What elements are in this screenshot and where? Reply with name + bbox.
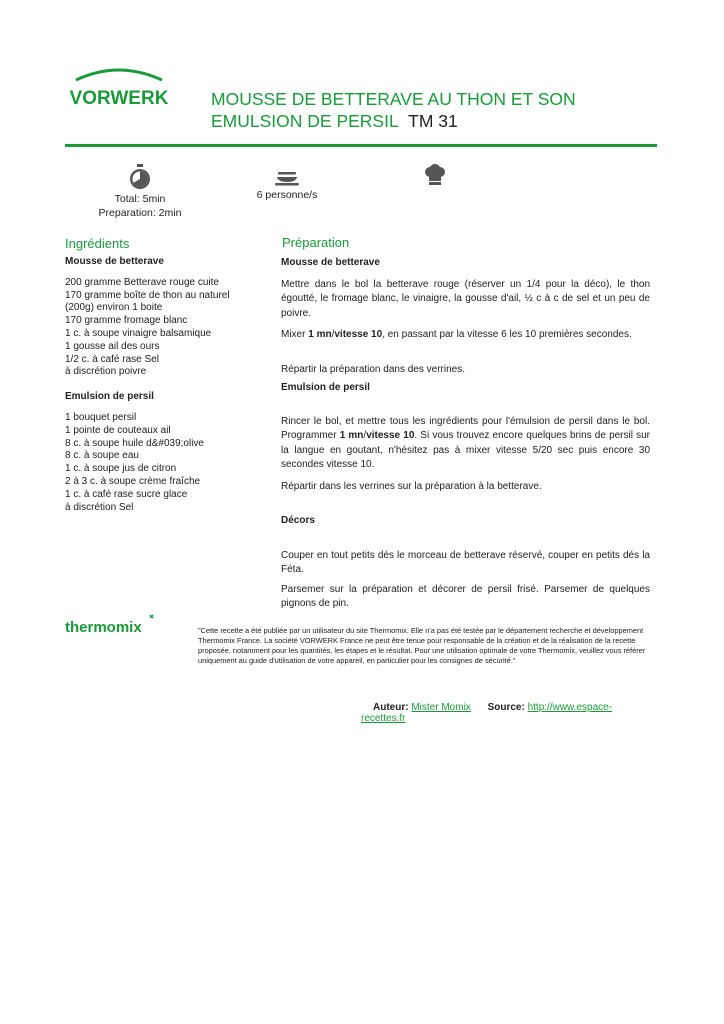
vorwerk-logo — [64, 66, 174, 112]
recipe-title-text: MOUSSE DE BETTERAVE AU THON ET SON EMULSION DE PERSIL — [211, 89, 576, 131]
ingredient-item: 170 gramme fromage blanc — [65, 315, 188, 327]
ingredient-item: 8 c. à soupe eau — [65, 450, 139, 462]
author-label: Auteur: — [373, 702, 409, 713]
ingredient-item: 1 gousse ail des ours — [65, 340, 160, 352]
disclaimer-text: "Cette recette a été publiée par un utilisateur du site Thermomix. Elle n'a pas été testée par le département recherche et développement Thermomix France. La société VORWERK France ne peut être tenue pour responsable de la création et de la réalisation de la recette proposée, notamment pour les quantités, les étapes et le résultat. Pour une utilisation optimale de votre Thermomix, veuillez vous référer uniquement au guide d'utilisation de votre appareil, en particulier pour les consignes de sécurité." — [198, 626, 646, 665]
preparation-steps — [281, 256, 650, 612]
ingredient-item: 1 bouquet persil — [65, 411, 137, 423]
ingredients-heading: Ingrédients — [65, 236, 130, 251]
prep-paragraph: Rincer le bol, et mettre tous les ingrédients pour l'émulsion de persil dans le bol. Programmer 1 mn/vitesse 10. Si vous trouvez encore quelques brins de persil sur la langue en goutant, n'hésitez pas à mixer vitesse 5/20 sec puis encore 30 secondes vitesse 10. — [281, 415, 650, 470]
prep-section-title: Décors — [281, 515, 315, 526]
prep-paragraph: Parsemer sur la préparation et décorer de persil frisé. Parsemer de quelques pignons de pin. — [281, 583, 650, 609]
ingredient-group-title: Emulsion de persil — [65, 391, 154, 403]
prep-section-title: Mousse de betterave — [281, 257, 380, 268]
dish-icon — [274, 172, 300, 186]
prep-paragraph: Mettre dans le bol la betterave rouge (réserver un 1/4 pour la déco), le thon égoutté, le fromage blanc, le vinaigre, la gousse d'ail, ½ c à c de sel et un peu de poivre. — [281, 278, 650, 319]
ingredient-item: 1 c. à soupe jus de citron — [65, 463, 177, 475]
difficulty-info — [420, 164, 450, 188]
ingredient-item: 1 c. à soupe vinaigre balsamique — [65, 327, 212, 339]
prep-paragraph: Mixer 1 mn/vitesse 10, en passant par la vitesse 6 les 10 premières secondes. — [281, 329, 632, 340]
total-time: Total: 5min — [114, 193, 166, 205]
ingredient-group-title: Mousse de betterave — [65, 256, 164, 267]
ingredient-item: 8 c. à soupe huile d&#039;olive — [65, 437, 204, 449]
prep-paragraph: Répartir dans les verrines sur la préparation à la betterave. — [281, 480, 542, 492]
svg-text:thermomix: thermomix — [65, 619, 142, 636]
thermomix-logo — [64, 614, 160, 636]
persons-count: 6 personne/s — [256, 189, 318, 201]
ingredient-item: à discrétion Sel — [65, 501, 134, 513]
preparation-time: Preparation: 2min — [98, 207, 182, 219]
prep-paragraph: Couper en tout petits dés le morceau de betterave réservé, couper en petits dés la Féta. — [281, 549, 650, 575]
ingredient-item: 170 gramme boîte de thon au naturel (200g) environ 1 boite — [65, 289, 230, 314]
ingredient-item: 1 pointe de couteaux ail — [65, 424, 171, 436]
credits — [361, 702, 651, 724]
source-link[interactable]: http://www.espace-recettes.fr — [361, 702, 613, 724]
persons-info — [250, 172, 324, 202]
ingredient-item: 1/2 c. à café rase Sel — [65, 353, 159, 365]
header-divider — [65, 144, 657, 147]
prep-paragraph: Répartir la préparation dans des verrines. — [281, 363, 465, 375]
ingredient-item: à discrétion poivre — [65, 366, 147, 378]
preparation-heading: Préparation — [282, 235, 350, 250]
recipe-title — [211, 88, 671, 132]
source-label: Source: — [487, 702, 525, 713]
author-link[interactable]: Mister Momix — [411, 702, 471, 713]
machine-model: TM 31 — [408, 111, 458, 131]
ingredient-item: 2 à 3 c. à soupe crème fraîche — [65, 475, 201, 487]
prep-section-title: Emulsion de persil — [281, 382, 370, 393]
ingredient-item: 200 gramme Betterave rouge cuite — [65, 276, 219, 288]
ingredient-item: 1 c. à café rase sucre glace — [65, 488, 188, 500]
ingredients-list — [65, 256, 230, 514]
timer-icon — [128, 164, 152, 190]
chef-hat-icon — [424, 164, 446, 186]
svg-text:VORWERK: VORWERK — [69, 88, 169, 109]
time-info — [92, 164, 188, 220]
